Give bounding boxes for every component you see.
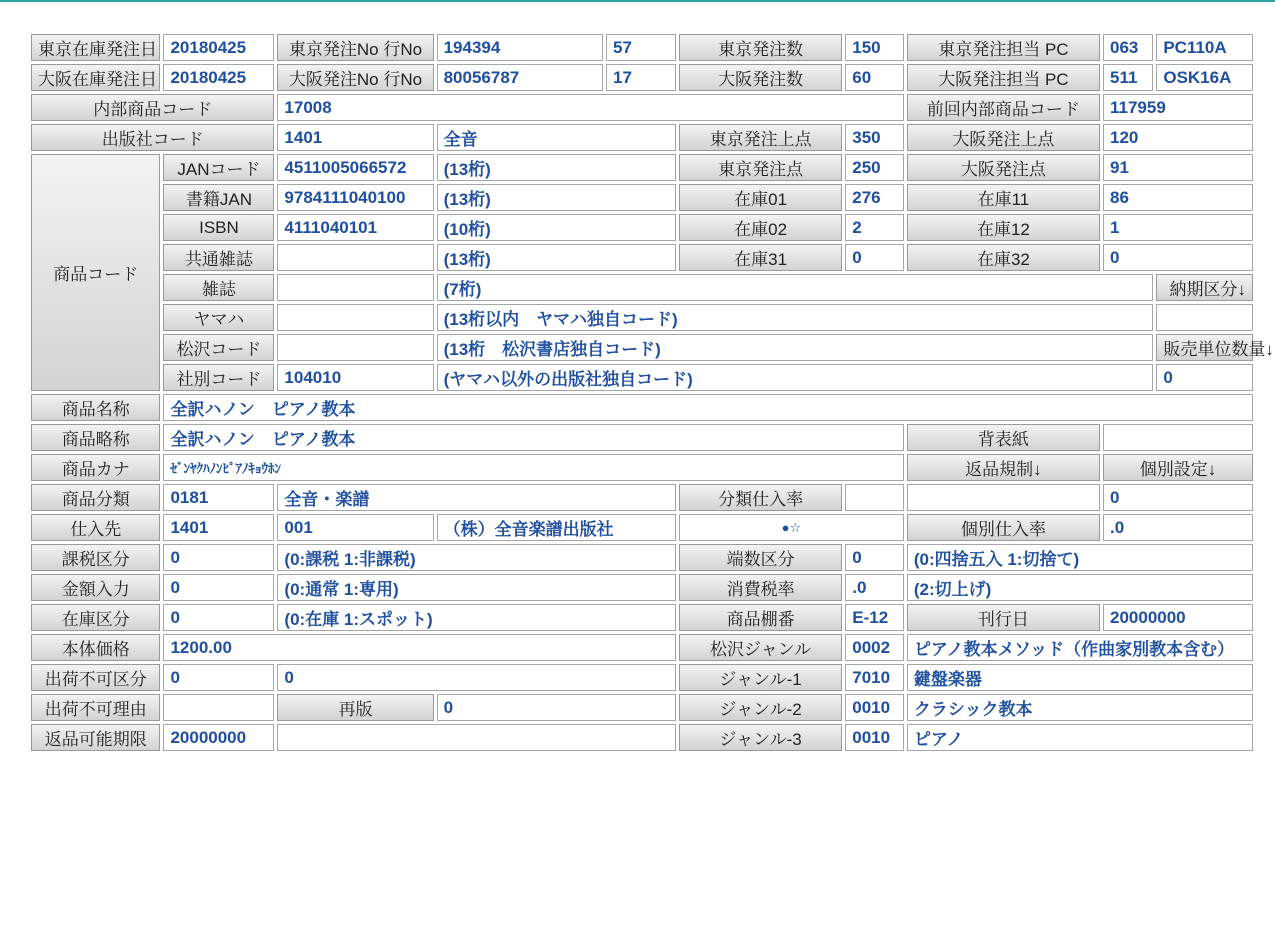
shipping-block-value[interactable]: 0 [277, 664, 675, 691]
category-purchase-extra [907, 484, 1100, 511]
label-base-price: 本体価格 [31, 634, 160, 661]
tokyo-order-no[interactable]: 194394 [437, 34, 603, 61]
stock-12[interactable]: 1 [1103, 214, 1253, 241]
osaka-order-upper[interactable]: 120 [1103, 124, 1253, 151]
reprint[interactable]: 0 [437, 694, 676, 721]
label-osaka-stock-order-date: 大阪在庫発注日 [31, 64, 160, 91]
matsuzawa-code[interactable] [277, 334, 433, 361]
shipping-block-category[interactable]: 0 [163, 664, 274, 691]
stock-01[interactable]: 276 [845, 184, 904, 211]
company-code-hint: (ヤマハ以外の出版社独自コード) [437, 364, 1154, 391]
label-osaka-order-upper: 大阪発注上点 [907, 124, 1100, 151]
consumption-tax-hint: (2:切上げ) [907, 574, 1253, 601]
row-product-category [31, 484, 1253, 511]
label-product-kana: 商品カナ [31, 454, 160, 481]
label-tokyo-stock-order-date: 東京在庫発注日 [31, 34, 160, 61]
label-tokyo-order-qty: 東京発注数 [679, 34, 842, 61]
tokyo-order-line-no[interactable]: 57 [606, 34, 676, 61]
stock-category[interactable]: 0 [163, 604, 274, 631]
label-product-shelf-no: 商品棚番 [679, 604, 842, 631]
label-osaka-order-point: 大阪発注点 [907, 154, 1100, 181]
stock-02[interactable]: 2 [845, 214, 904, 241]
row-common-magazine [31, 244, 1253, 271]
row-shipping-block-reason [31, 694, 1253, 721]
common-magazine-code[interactable] [277, 244, 433, 271]
label-stock-02: 在庫02 [679, 214, 842, 241]
label-genre-3: ジャンル-3 [679, 724, 842, 751]
label-spine: 背表紙 [907, 424, 1100, 451]
label-book-jan: 書籍JAN [163, 184, 274, 211]
row-stock-category [31, 604, 1253, 631]
tokyo-order-upper[interactable]: 350 [845, 124, 904, 151]
label-jan-code: JANコード [163, 154, 274, 181]
genre-1-name: 鍵盤楽器 [907, 664, 1253, 691]
label-stock-12: 在庫12 [907, 214, 1100, 241]
publication-date[interactable]: 20000000 [1103, 604, 1253, 631]
label-company-code: 社別コード [163, 364, 274, 391]
label-reprint: 再版 [277, 694, 433, 721]
osaka-order-point[interactable]: 91 [1103, 154, 1253, 181]
tokyo-stock-order-date[interactable]: 20180425 [163, 34, 274, 61]
common-magazine-hint: (13桁) [437, 244, 676, 271]
publisher-code[interactable]: 1401 [277, 124, 433, 151]
jan-code-hint: (13桁) [437, 154, 676, 181]
row-product-short-name [31, 424, 1253, 451]
category-purchase-value[interactable]: 0 [1103, 484, 1253, 511]
row-internal-code [31, 94, 1253, 121]
label-tokyo-order-point: 東京発注点 [679, 154, 842, 181]
stock-11[interactable]: 86 [1103, 184, 1253, 211]
label-return-deadline: 返品可能期限 [31, 724, 160, 751]
row-shipping-block [31, 664, 1253, 691]
label-stock-category: 在庫区分 [31, 604, 160, 631]
label-tokyo-order-upper: 東京発注上点 [679, 124, 842, 151]
consumption-tax-rate[interactable]: .0 [845, 574, 904, 601]
supplier-mark: ●☆ [679, 514, 904, 541]
rounding-category-hint: (0:四捨五入 1:切捨て) [907, 544, 1253, 571]
label-publisher-code: 出版社コード [31, 124, 274, 151]
row-product-kana [31, 454, 1253, 481]
return-deadline-extra [277, 724, 675, 751]
label-common-magazine: 共通雑誌 [163, 244, 274, 271]
row-jan-code [31, 154, 1253, 181]
row-publisher [31, 124, 1253, 151]
return-deadline[interactable]: 20000000 [163, 724, 274, 751]
genre-3-name: ピアノ [907, 724, 1253, 751]
label-tokyo-order-no: 東京発注No 行No [277, 34, 433, 61]
book-jan[interactable]: 9784111040100 [277, 184, 433, 211]
osaka-order-no[interactable]: 80056787 [437, 64, 603, 91]
label-amount-input: 金額入力 [31, 574, 160, 601]
tax-category-hint: (0:課税 1:非課税) [277, 544, 675, 571]
label-yamaha: ヤマハ [163, 304, 274, 331]
label-stock-01: 在庫01 [679, 184, 842, 211]
row-book-jan [31, 184, 1253, 211]
publisher-name: 全音 [437, 124, 676, 151]
label-genre-1: ジャンル-1 [679, 664, 842, 691]
label-individual-purchase-rate: 個別仕入率 [907, 514, 1100, 541]
label-osaka-order-qty: 大阪発注数 [679, 64, 842, 91]
row-yamaha [31, 304, 1253, 331]
genre-2-code[interactable]: 0010 [845, 694, 904, 721]
stock-31[interactable]: 0 [845, 244, 904, 271]
label-magazine: 雑誌 [163, 274, 274, 301]
genre-1-code[interactable]: 7010 [845, 664, 904, 691]
row-osaka-order [31, 64, 1253, 91]
isbn-hint: (10桁) [437, 214, 676, 241]
amount-input-hint: (0:通常 1:専用) [277, 574, 675, 601]
label-internal-product-code: 内部商品コード [31, 94, 274, 121]
amount-input[interactable]: 0 [163, 574, 274, 601]
label-previous-internal-code: 前回内部商品コード [907, 94, 1100, 121]
company-code[interactable]: 104010 [277, 364, 433, 391]
osaka-order-pc[interactable]: OSK16A [1156, 64, 1253, 91]
row-isbn [31, 214, 1253, 241]
label-rounding-category: 端数区分 [679, 544, 842, 571]
spine[interactable] [1103, 424, 1253, 451]
label-category-purchase-rate: 分類仕入率 [679, 484, 842, 511]
label-consumption-tax-rate: 消費税率 [679, 574, 842, 601]
row-matsuzawa-code [31, 334, 1253, 361]
top-accent-line [0, 0, 1275, 2]
genre-2-name: クラシック教本 [907, 694, 1253, 721]
osaka-order-staff[interactable]: 511 [1103, 64, 1153, 91]
label-publication-date: 刊行日 [907, 604, 1100, 631]
osaka-stock-order-date[interactable]: 20180425 [163, 64, 274, 91]
tax-category[interactable]: 0 [163, 544, 274, 571]
label-product-name: 商品名称 [31, 394, 160, 421]
individual-setting-button[interactable]: 個別設定↓ [1103, 454, 1253, 481]
individual-purchase-rate[interactable]: .0 [1103, 514, 1253, 541]
osaka-order-qty[interactable]: 60 [845, 64, 904, 91]
supplier-name: （株）全音楽譜出版社 [437, 514, 676, 541]
label-shipping-block-category: 出荷不可区分 [31, 664, 160, 691]
supplier-branch[interactable]: 001 [277, 514, 433, 541]
delivery-category-button[interactable]: 納期区分↓ [1156, 274, 1253, 301]
yamaha-code-hint: (13桁以内 ヤマハ独自コード) [437, 304, 1154, 331]
osaka-order-line-no[interactable]: 17 [606, 64, 676, 91]
row-amount-input [31, 574, 1253, 601]
internal-product-code[interactable]: 17008 [277, 94, 903, 121]
product-kana[interactable]: ｾﾞﾝﾔｸﾊﾉﾝﾋﾟｱﾉｷｮｳﾎﾝ [163, 454, 903, 481]
stock-32[interactable]: 0 [1103, 244, 1253, 271]
genre-3-code[interactable]: 0010 [845, 724, 904, 751]
shipping-block-reason[interactable] [163, 694, 274, 721]
row-base-price [31, 634, 1253, 661]
base-price[interactable]: 1200.00 [163, 634, 675, 661]
product-category-code[interactable]: 0181 [163, 484, 274, 511]
magazine-hint: (7桁) [437, 274, 1154, 301]
row-company-code [31, 364, 1253, 391]
sales-unit-qty-value[interactable]: 0 [1156, 364, 1253, 391]
row-tax-category [31, 544, 1253, 571]
stock-category-hint: (0:在庫 1:スポット) [277, 604, 675, 631]
label-osaka-order-pc: 大阪発注担当 PC [907, 64, 1100, 91]
label-osaka-order-no: 大阪発注No 行No [277, 64, 433, 91]
isbn[interactable]: 4111040101 [277, 214, 433, 241]
supplier-code[interactable]: 1401 [163, 514, 274, 541]
category-purchase-rate[interactable] [845, 484, 904, 511]
row-product-name [31, 394, 1253, 421]
matsuzawa-genre-name: ピアノ教本メソッド（作曲家別教本含む） [907, 634, 1253, 661]
label-stock-11: 在庫11 [907, 184, 1100, 211]
product-master-form [28, 31, 1274, 754]
row-tokyo-order [31, 34, 1253, 61]
tokyo-order-qty[interactable]: 150 [845, 34, 904, 61]
delivery-category-value[interactable] [1156, 304, 1253, 331]
matsuzawa-code-hint: (13桁 松沢書店独自コード) [437, 334, 1154, 361]
row-magazine [31, 274, 1253, 301]
magazine-code[interactable] [277, 274, 433, 301]
product-category-name: 全音・楽譜 [277, 484, 675, 511]
label-isbn: ISBN [163, 214, 274, 241]
label-product-short-name: 商品略称 [31, 424, 160, 451]
label-tokyo-order-pc: 東京発注担当 PC [907, 34, 1100, 61]
label-matsuzawa-code: 松沢コード [163, 334, 274, 361]
product-name[interactable]: 全訳ハノン ピアノ教本 [163, 394, 1253, 421]
previous-internal-code[interactable]: 117959 [1103, 94, 1253, 121]
label-tax-category: 課税区分 [31, 544, 160, 571]
jan-code[interactable]: 4511005066572 [277, 154, 433, 181]
product-short-name[interactable]: 全訳ハノン ピアノ教本 [163, 424, 903, 451]
tokyo-order-pc[interactable]: PC110A [1156, 34, 1253, 61]
tokyo-order-staff[interactable]: 063 [1103, 34, 1153, 61]
row-supplier [31, 514, 1253, 541]
label-genre-2: ジャンル-2 [679, 694, 842, 721]
book-jan-hint: (13桁) [437, 184, 676, 211]
label-supplier: 仕入先 [31, 514, 160, 541]
label-stock-31: 在庫31 [679, 244, 842, 271]
label-product-category: 商品分類 [31, 484, 160, 511]
label-shipping-block-reason: 出荷不可理由 [31, 694, 160, 721]
product-shelf-no[interactable]: E-12 [845, 604, 904, 631]
return-restriction-button[interactable]: 返品規制↓ [907, 454, 1100, 481]
tokyo-order-point[interactable]: 250 [845, 154, 904, 181]
sales-unit-qty-button[interactable]: 販売単位数量↓ [1156, 334, 1253, 361]
rounding-category[interactable]: 0 [845, 544, 904, 571]
label-stock-32: 在庫32 [907, 244, 1100, 271]
label-product-code-group: 商品コード [31, 154, 160, 391]
matsuzawa-genre-code[interactable]: 0002 [845, 634, 904, 661]
yamaha-code[interactable] [277, 304, 433, 331]
row-return-deadline [31, 724, 1253, 751]
label-matsuzawa-genre: 松沢ジャンル [679, 634, 842, 661]
